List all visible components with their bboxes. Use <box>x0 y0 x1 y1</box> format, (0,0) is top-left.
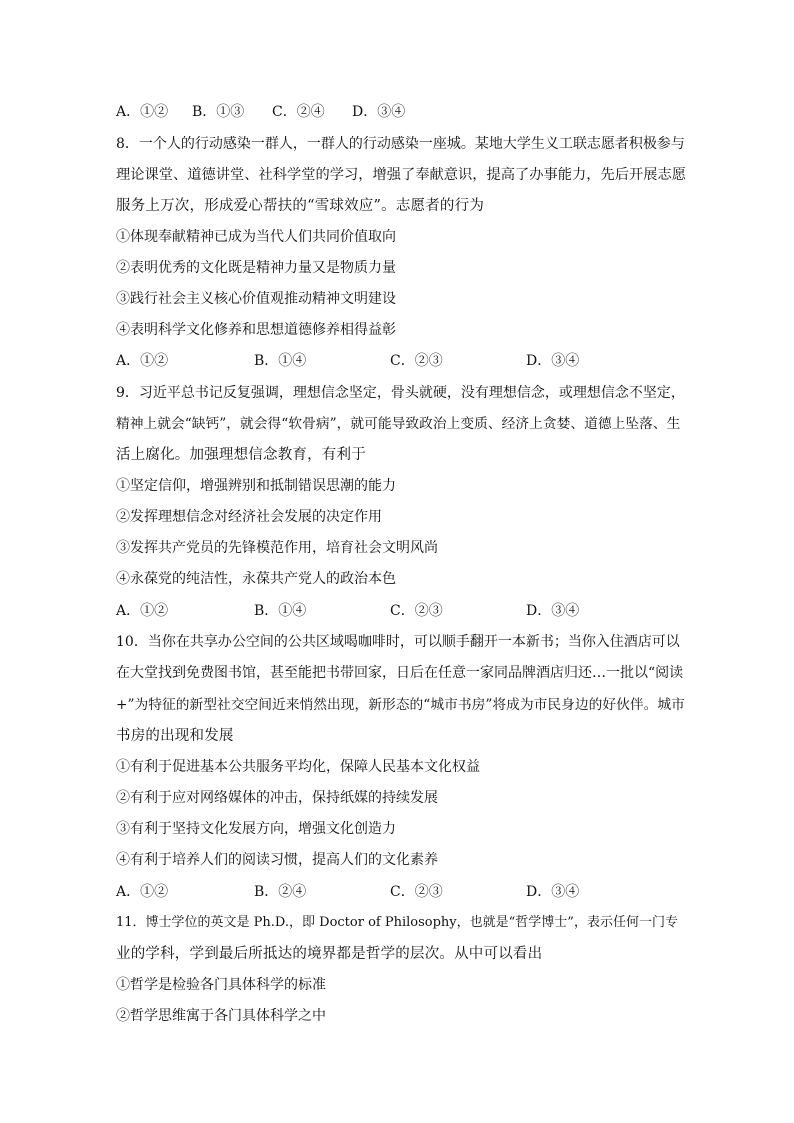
q10-stem-line-2: 在大堂找到免费图书馆，甚至能把书带回家，日后在任意一家同品牌酒店归还…一批以“阅读 <box>116 665 684 681</box>
q9-item-4: ④永葆党的纯洁性，永葆共产党人的政治本色 <box>116 571 396 587</box>
q8-stem-line-3: 服务上万次，形成爱心帮扶的“雪球效应”。志愿者的行为 <box>116 198 485 214</box>
q10-option-b: B．②④ <box>254 884 307 900</box>
q7-option-c: C．②④ <box>272 104 325 120</box>
q11-stem-line-2: 业的学科，学到最后所抵达的境界都是哲学的层次。从中可以看出 <box>116 946 543 962</box>
q9-item-3: ③发挥共产党员的先锋模范作用，培育社会文明风尚 <box>116 540 438 556</box>
q11-stem-line-1: 11．博士学位的英文是 Ph.D.，即 Doctor of Philosophy，也就是“哲学博士”，表示任何一门专 <box>116 915 678 930</box>
q8-item-4: ④表明科学文化修养和思想道德修养相得益彰 <box>116 322 396 338</box>
q8-option-c: C．②③ <box>390 353 443 369</box>
q9-stem-line-1: 9．习近平总书记反复强调，理想信念坚定，骨头就硬，没有理想信念，或理想信念不坚定， <box>116 385 685 401</box>
q10-item-1: ①有利于促进基本公共服务平均化，保障人民基本文化权益 <box>116 759 480 775</box>
q10-item-4: ④有利于培养人们的阅读习惯，提高人们的文化素养 <box>116 852 438 868</box>
q8-stem-line-2: 理论课堂、道德讲堂、社科学堂的学习，增强了奉献意识，提高了办事能力，先后开展志愿 <box>116 167 686 183</box>
q8-option-a: A．①② <box>116 353 169 369</box>
q9-option-b: B．①④ <box>254 603 307 619</box>
q9-options <box>116 602 716 620</box>
q10-item-3: ③有利于坚持文化发展方向，增强文化创造力 <box>116 821 396 837</box>
q7-option-a: A．①② <box>116 104 169 120</box>
q8-option-d: D．③④ <box>526 353 580 369</box>
q9-option-a: A．①② <box>116 603 169 619</box>
q9-item-1: ①坚定信仰，增强辨别和抵制错误思潮的能力 <box>116 478 396 494</box>
q9-option-c: C．②③ <box>390 603 443 619</box>
q8-item-2: ②表明优秀的文化既是精神力量又是物质力量 <box>116 260 396 276</box>
q8-stem-line-1: 8．一个人的行动感染一群人，一群人的行动感染一座城。某地大学生义工联志愿者积极参与 <box>116 136 685 152</box>
q7-option-b: B．①③ <box>192 104 245 120</box>
q7-options <box>116 103 716 121</box>
q10-options <box>116 883 716 901</box>
q9-stem-line-3: 活上腐化。加强理想信念教育，有利于 <box>116 447 366 463</box>
q11-item-1: ①哲学是检验各门具体科学的标准 <box>116 977 326 993</box>
q8-options <box>116 352 716 370</box>
q8-option-b: B．①④ <box>254 353 307 369</box>
q8-item-3: ③践行社会主义核心价值观推动精神文明建设 <box>116 291 396 307</box>
q10-stem-line-3: +”为特征的新型社交空间近来悄然出现，新形态的“城市书房”将成为市民身边的好伙伴。城市 <box>116 697 685 713</box>
q10-option-d: D．③④ <box>526 884 580 900</box>
q9-stem-line-2: 精神上就会“缺钙”，就会得“软骨病”，就可能导致政治上变质、经济上贪婪、道德上坠落、生 <box>116 416 681 432</box>
q9-item-2: ②发挥理想信念对经济社会发展的决定作用 <box>116 509 382 525</box>
q7-option-d: D．③④ <box>352 104 406 120</box>
q10-option-c: C．②③ <box>390 884 443 900</box>
q11-item-2: ②哲学思维寓于各门具体科学之中 <box>116 1008 326 1024</box>
q10-stem-line-4: 书房的出现和发展 <box>116 728 234 744</box>
q9-option-d: D．③④ <box>526 603 580 619</box>
q10-stem-line-1: 10．当你在共享办公空间的公共区域喝咖啡时，可以顺手翻开一本新书；当你入住酒店可以 <box>116 634 680 650</box>
q10-option-a: A．①② <box>116 884 169 900</box>
q8-item-1: ①体现奉献精神已成为当代人们共同价值取向 <box>116 229 396 245</box>
q10-item-2: ②有利于应对网络媒体的冲击，保持纸媒的持续发展 <box>116 790 438 806</box>
